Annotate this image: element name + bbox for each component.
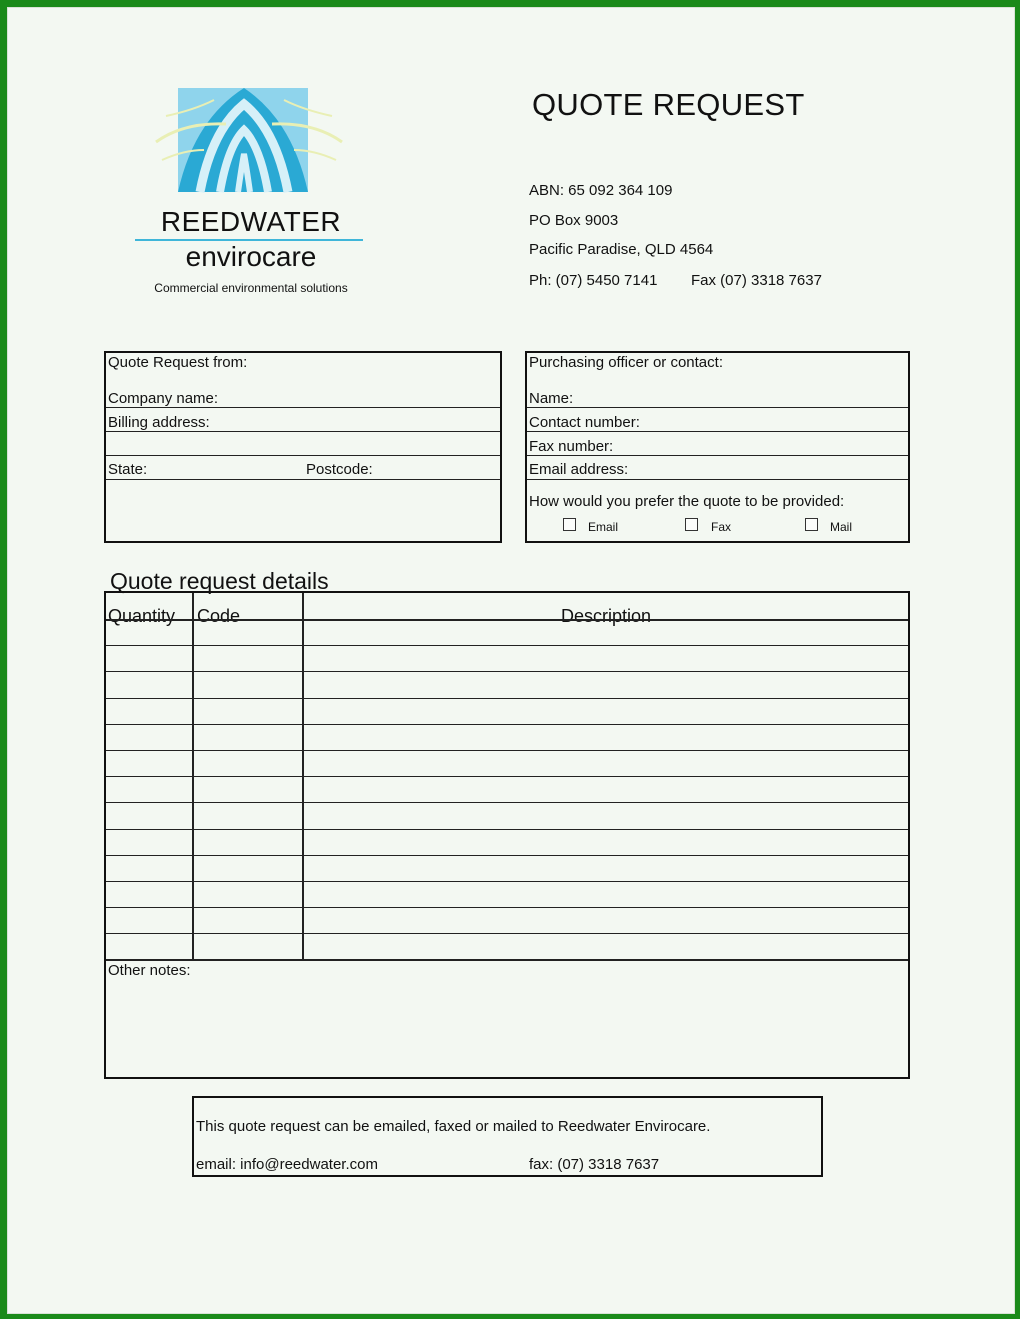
table-row[interactable] (106, 907, 908, 908)
fax-number-line[interactable] (527, 455, 908, 456)
email-option-label: Email (588, 520, 619, 534)
email-address-label: Email address: (529, 461, 629, 478)
name-label: Name: (529, 390, 574, 407)
contact-number-line[interactable] (527, 431, 908, 432)
other-notes-label: Other notes: (108, 962, 191, 979)
locality-text: Pacific Paradise, QLD 4564 (529, 241, 714, 258)
table-row[interactable] (106, 829, 908, 830)
description-header: Description (561, 606, 652, 626)
company-name-label: Company name: (108, 390, 219, 407)
contact-number-label: Contact number: (529, 414, 640, 431)
mail-checkbox[interactable] (805, 518, 818, 531)
fax-checkbox[interactable] (685, 518, 698, 531)
email-address-line[interactable] (527, 479, 908, 480)
table-row[interactable] (106, 645, 908, 646)
notes-divider (106, 959, 908, 961)
po-box-text: PO Box 9003 (529, 212, 619, 229)
quote-from-box (104, 351, 502, 543)
state-label: State: (108, 461, 148, 478)
quote-from-heading: Quote Request from: (108, 354, 248, 371)
contact-heading: Purchasing officer or contact: (529, 354, 723, 371)
brand-tagline: Commercial environmental solutions (154, 281, 348, 295)
billing-address-line-2[interactable] (106, 455, 500, 456)
details-table (104, 591, 910, 1079)
fax-number-label: Fax number: (529, 438, 614, 455)
footer-fax: fax: (07) 3318 7637 (529, 1156, 660, 1173)
table-row[interactable] (106, 881, 908, 882)
footer-message: This quote request can be emailed, faxed or mailed to Reedwater Envirocare. (196, 1118, 711, 1135)
quote-request-form (7, 7, 1015, 1314)
table-row[interactable] (106, 750, 908, 751)
table-row[interactable] (106, 802, 908, 803)
fax-option-label: Fax (711, 520, 732, 534)
table-row[interactable] (106, 724, 908, 725)
billing-address-line[interactable] (106, 431, 500, 432)
table-row[interactable] (106, 933, 908, 934)
footer-email[interactable]: email: info@reedwater.com (196, 1156, 378, 1173)
table-row[interactable] (106, 671, 908, 672)
billing-address-label: Billing address: (108, 414, 210, 431)
details-title: Quote request details (110, 568, 329, 594)
fax-text: Fax (07) 3318 7637 (691, 272, 822, 289)
mail-option-label: Mail (830, 520, 853, 534)
page-title: QUOTE REQUEST (532, 87, 805, 122)
abn-text: ABN: 65 092 364 109 (529, 182, 673, 199)
brand-subname: envirocare (185, 241, 317, 272)
company-name-line[interactable] (106, 407, 500, 408)
table-row[interactable] (106, 776, 908, 777)
email-checkbox[interactable] (563, 518, 576, 531)
reedwater-logo-icon (154, 80, 344, 200)
preference-question: How would you prefer the quote to be provided: (529, 493, 845, 510)
quantity-header: Quantity (108, 606, 176, 626)
brand-name: REEDWATER (160, 206, 342, 237)
phone-text: Ph: (07) 5450 7141 (529, 272, 658, 289)
state-line[interactable] (106, 479, 500, 480)
code-header: Code (197, 606, 241, 626)
table-row[interactable] (106, 698, 908, 699)
table-row[interactable] (106, 619, 908, 621)
postcode-label: Postcode: (306, 461, 373, 478)
table-row[interactable] (106, 855, 908, 856)
name-line[interactable] (527, 407, 908, 408)
